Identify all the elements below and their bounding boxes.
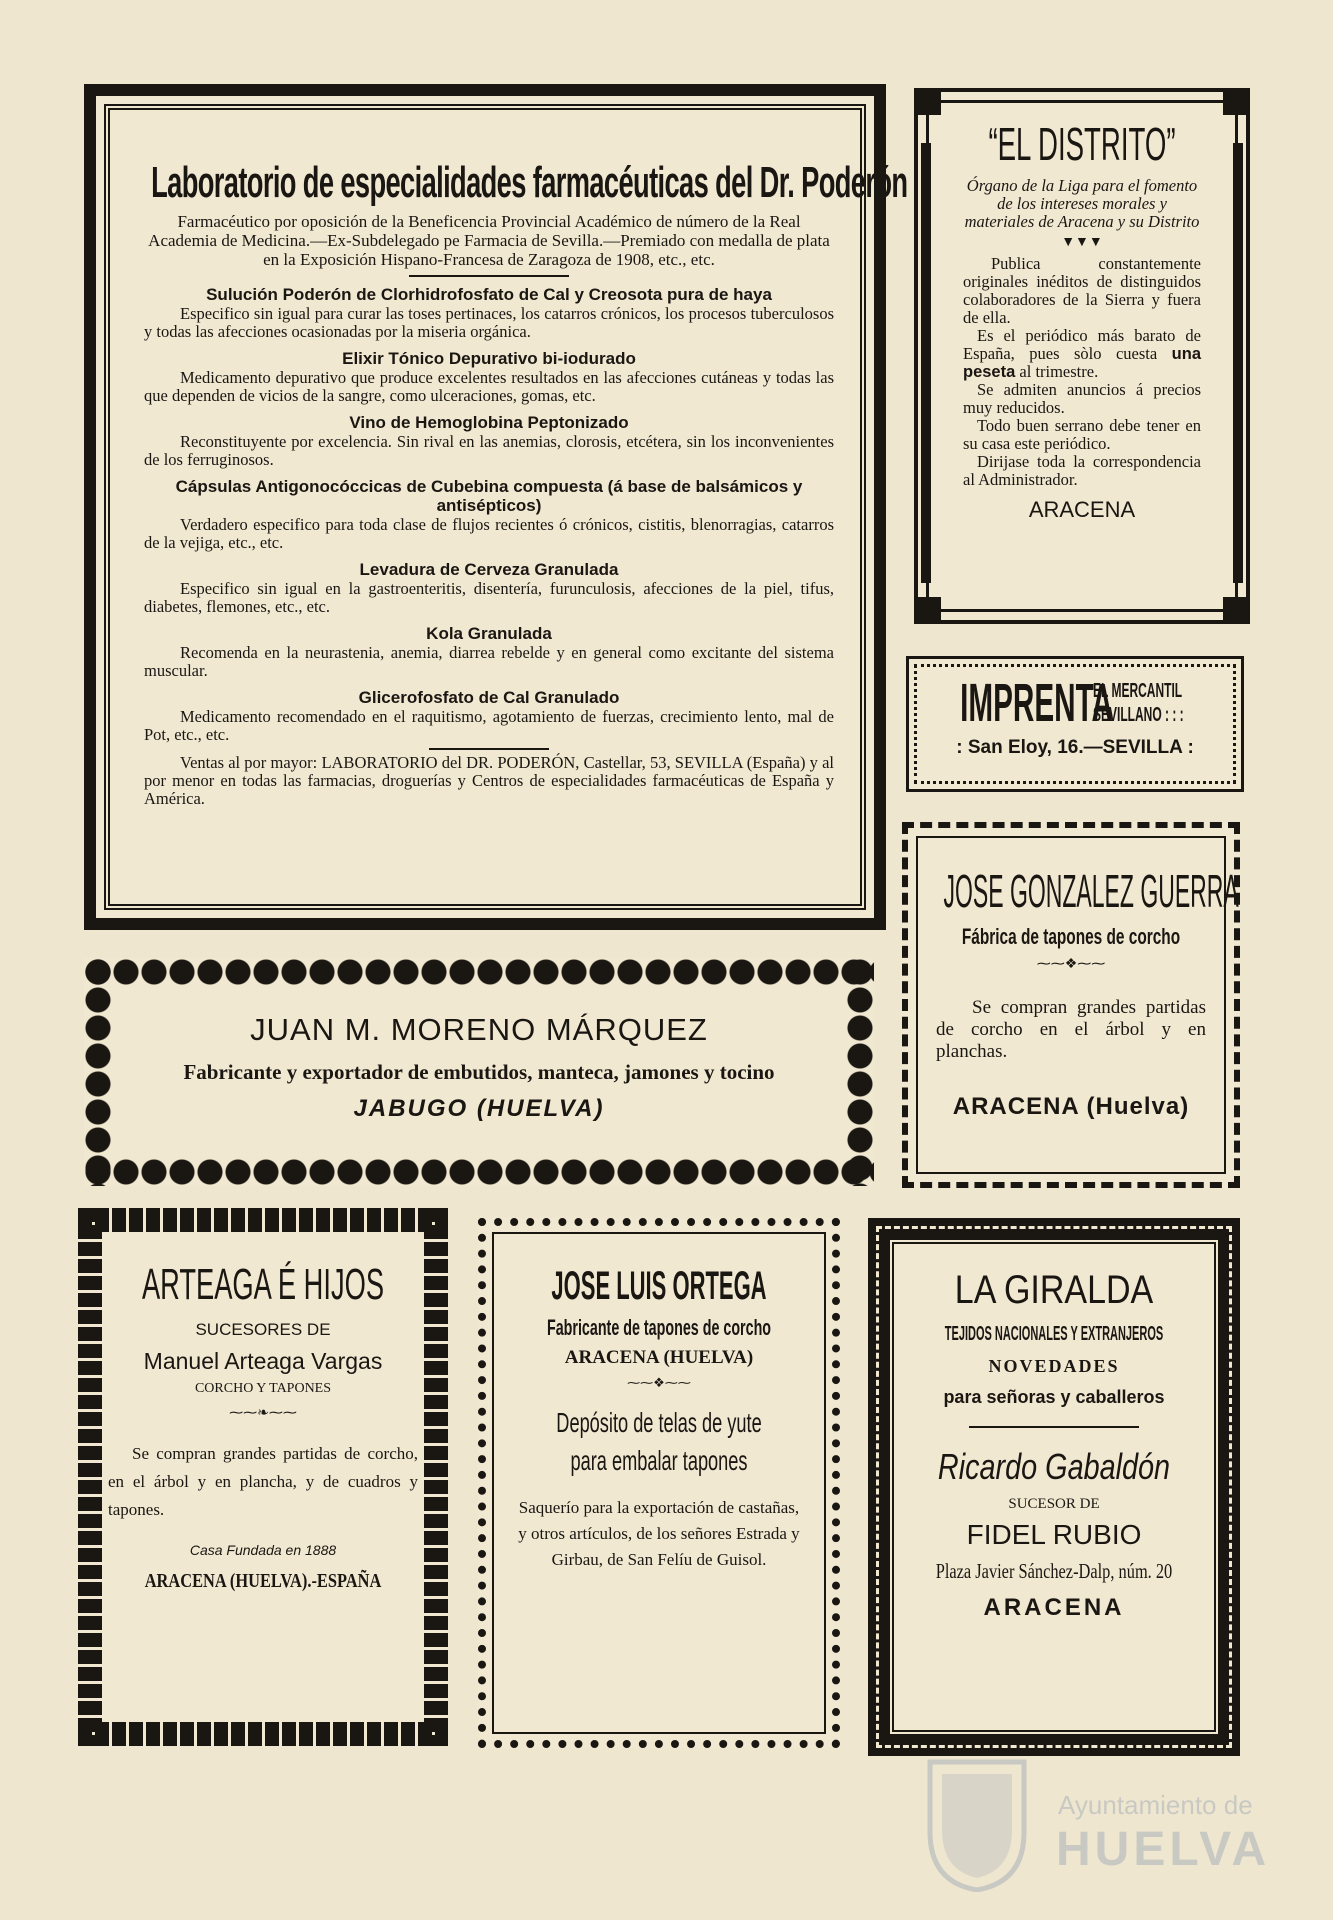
ortega-deposit: Depósito de telas de yute: [556, 1407, 762, 1438]
product-desc: Especifico sin igual para curar las toses pertinaces, los catarros crónicos, los procesos tuberculosos y todas las afecciones ocasionadas por la miseria orgánica.: [144, 304, 834, 341]
product-desc: Medicamento depurativo que produce excelentes resultados en las afecciones cutáneas y todas las que dependen de vicios de la sangre, como ulceraciones, gomas, etc.: [144, 368, 834, 405]
ortega-subtitle: Fabricante de tapones de corcho: [546, 1315, 772, 1340]
imprenta-ad: [906, 656, 1244, 792]
giralda-for: para señoras y caballeros: [943, 1387, 1165, 1407]
guerra-text: Se compran grandes partidas de corcho en el árbol y en planchas.: [936, 997, 1206, 1062]
ornament: ▼▼▼: [1061, 235, 1103, 250]
product-name: Levadura de Cerveza Granulada: [359, 560, 619, 579]
giralda-sucesor: SUCESOR DE: [1008, 1496, 1100, 1512]
moreno-ad: [84, 958, 874, 1186]
arteaga-text: Se compran grandes partidas de corcho, en el árbol y en plancha, y de cuadros y tapones.: [108, 1444, 418, 1519]
divider: [969, 1426, 1139, 1428]
el-distrito-ad: [914, 88, 1250, 624]
dot-border: [846, 958, 874, 1186]
corner-ornament: [917, 597, 941, 621]
giralda-name: LA GIRALDA: [954, 1268, 1154, 1312]
coat-of-arms-icon: [922, 1752, 1032, 1892]
product-name: Sulución Poderón de Clorhidrofosfato de Cal y Creosota pura de haya: [206, 285, 772, 304]
arteaga-person: Manuel Arteaga Vargas: [143, 1348, 383, 1374]
arteaga-founded: Casa Fundada en 1888: [189, 1542, 337, 1558]
product-name: Elixir Tónico Depurativo bi-iodurado: [342, 349, 636, 368]
imprenta-word: IMPRENTA: [960, 673, 1114, 733]
arteaga-name: ARTEAGA É HIJOS: [141, 1260, 385, 1309]
product-desc: Especifico sin igual en la gastroenteritis, disentería, furunculosis, afecciones de la piel, tifus, diabetes, flemones, etc., etc.: [144, 579, 834, 616]
dot-border: [84, 1158, 874, 1186]
ornament: ⁓⁓❧⁓⁓: [229, 1406, 297, 1421]
giralda-address: Plaza Javier Sánchez-Dalp, núm. 20: [935, 1559, 1173, 1583]
giralda-ad: [868, 1218, 1240, 1756]
ornament: ⁓⁓❖⁓⁓: [627, 1375, 691, 1390]
corner-ornament: [1223, 91, 1247, 115]
ornament-border: [424, 1208, 448, 1746]
side-bar: [1233, 143, 1243, 583]
giralda-prev: FIDEL RUBIO: [966, 1519, 1142, 1550]
el-distrito-place: ARACENA: [1028, 497, 1136, 522]
guerra-subtitle: Fábrica de tapones de corcho: [961, 924, 1181, 949]
ortega-text: Saquerío para la exportación de castañas, y otros artículos, de los señores Estrada y Girbau, de San Felíu de Guisol.: [518, 1498, 800, 1569]
ortega-name: JOSE LUIS ORTEGA: [551, 1264, 767, 1308]
imprenta-address: : San Eloy, 16.—SEVILLA :: [956, 737, 1194, 758]
corner-ornament: [917, 91, 941, 115]
giralda-novedades: NOVEDADES: [988, 1356, 1120, 1376]
product-name: Vino de Hemoglobina Peptonizado: [349, 413, 629, 432]
moreno-name: JUAN M. MORENO MÁRQUEZ: [250, 1012, 708, 1047]
ortega-ad: [478, 1218, 840, 1748]
el-distrito-price-text: Es el periódico más barato de España, pues sòlo cuesta: [963, 326, 1201, 363]
el-distrito-title: “EL DISTRITO”: [988, 118, 1176, 170]
ornament-border: [78, 1208, 448, 1232]
arteaga-trade: CORCHO Y TAPONES: [194, 1381, 332, 1396]
giralda-owner: Ricardo Gabaldón: [937, 1446, 1171, 1487]
laboratorio-ad: [84, 84, 908, 930]
guerra-place: ARACENA (Huelva): [952, 1093, 1190, 1120]
el-distrito-text: Todo buen serrano debe tener en su casa este periódico.: [963, 416, 1201, 453]
ornament-border: [78, 1208, 102, 1746]
giralda-place: ARACENA: [983, 1594, 1125, 1621]
laboratorio-inner-frame: [104, 104, 908, 910]
moreno-desc: Fabricante y exportador de embutidos, manteca, jamones y tocino: [183, 1060, 775, 1084]
ortega-place: ARACENA (HUELVA): [564, 1347, 754, 1368]
corner-ornament: [1223, 597, 1247, 621]
el-distrito-subtitle: Órgano de la Liga para el fomento de los intereses morales y materiales de Aracena y su Distrito: [964, 176, 1200, 231]
laboratorio-footer: Ventas al por mayor: LABORATORIO del DR. PODERÓN, Castellar, 53, SEVILLA (España) y al por menor en todas las farmacias, droguerías y Centros de especialidades farmacéuticas de España y América.: [144, 753, 834, 808]
watermark: [922, 1752, 1271, 1892]
arteaga-ad: [78, 1208, 448, 1746]
giralda-subtitle: TEJIDOS NACIONALES Y EXTRANJEROS: [944, 1323, 1164, 1345]
watermark-line2: HUELVA: [1056, 1823, 1271, 1876]
guerra-ad: [902, 822, 1240, 1188]
imprenta-name: SEVILLANO : : :: [1093, 704, 1185, 726]
side-bar: [921, 143, 931, 583]
dot-border: [84, 958, 874, 986]
el-distrito-text: Dirijase toda la correspondencia al Administrador.: [963, 452, 1201, 489]
moreno-place: JABUGO (HUELVA): [353, 1095, 605, 1122]
guerra-name: JOSE GONZALEZ GUERRA: [943, 865, 1239, 917]
divider: [409, 275, 569, 277]
el-distrito-text: Publica constantemente originales inéditos de distinguidos colaboradores de la Sierra y fuera de ella.: [963, 254, 1201, 327]
laboratorio-intro: Farmacéutico por oposición de la Beneficencia Provincial Académico de número de la Real Academia de Medicina.—Ex-Subdelegado pe Farmacia de Sevilla.—Premiado con medalla de plata en la Exposición Hispano-Francesa de Zaragoza de 1908, etc., etc.: [148, 212, 830, 269]
product-name: Cápsulas Antigonocóccicas de Cubebina compuesta (á base de balsámicos y antisépticos): [175, 477, 803, 515]
guerra-frame: [916, 836, 1239, 1174]
ornament: ⁓⁓❖⁓⁓: [1036, 957, 1106, 972]
el-distrito-price: una peseta: [963, 345, 1202, 381]
el-distrito-text: Se admiten anuncios á precios muy reducidos.: [963, 380, 1201, 417]
arteaga-place: ARACENA (HUELVA).-ESPAÑA: [144, 1570, 382, 1592]
divider: [429, 748, 549, 750]
arteaga-sucesores: SUCESORES DE: [195, 1320, 331, 1339]
ornament-border: [78, 1722, 448, 1746]
product-desc: Verdadero especifico para toda clase de flujos recientes ó crónicos, cistitis, blenorragias, catarros de la vejiga, etc., etc.: [144, 515, 834, 552]
product-desc: Reconstituyente por excelencia. Sin rival en las anemias, clorosis, etcétera, sin los inconvenientes de los ferruginosos.: [144, 432, 834, 469]
product-desc: Medicamento recomendado en el raquitismo, agotamiento de fuerzas, crecimiento lento, mal de Pot, etc., etc.: [144, 707, 834, 744]
el-distrito-price-text: al trimestre.: [1019, 362, 1099, 381]
laboratorio-title: Laboratorio de especialidades farmacéuticas del Dr. Poderón: [151, 158, 908, 207]
imprenta-name: EL MERCANTIL: [1093, 680, 1183, 702]
imprenta-frame: [914, 664, 1236, 784]
product-desc: Recomenda en la neurastenia, anemia, diarrea rebelde y en general como excitante del sistema muscular.: [144, 643, 834, 680]
el-distrito-text: [963, 327, 1201, 381]
dot-border: [84, 958, 112, 1186]
product-name: Glicerofosfato de Cal Granulado: [358, 688, 620, 707]
watermark-line1: Ayuntamiento de: [1058, 1790, 1253, 1820]
ortega-deposit: para embalar tapones: [570, 1445, 748, 1476]
product-name: Kola Granulada: [426, 624, 552, 643]
el-distrito-frame: [926, 100, 1238, 612]
